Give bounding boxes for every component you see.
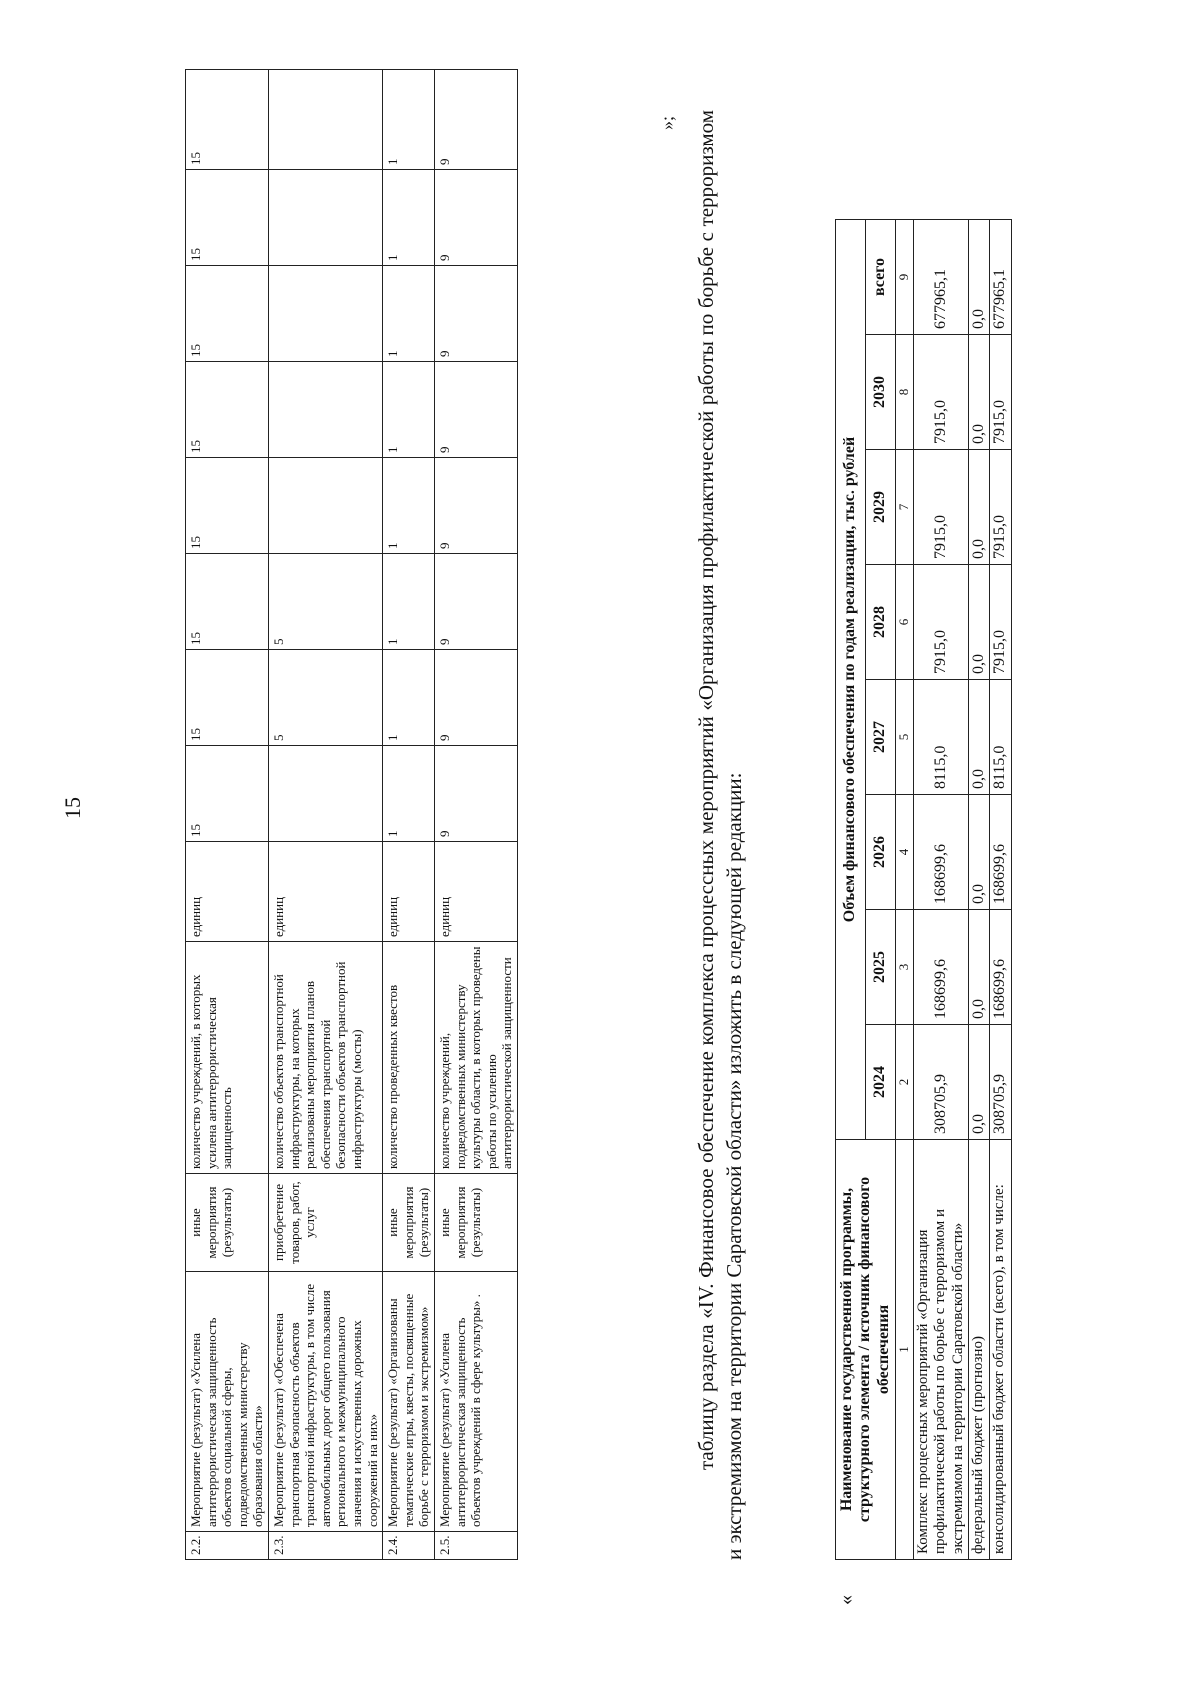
year-header: 2026 bbox=[866, 795, 896, 910]
year-header: 2030 bbox=[866, 335, 896, 450]
column-index-cell: 3 bbox=[896, 910, 914, 1025]
column-index-cell: 2 bbox=[896, 1025, 914, 1140]
indicator-name: количество учреждений, подведомственных министерству культуры области, в которых проведены работы по усилению антитеррористической защищенности bbox=[434, 942, 517, 1174]
year-value-cell: 9 bbox=[434, 650, 517, 746]
year-value-cell: 1 bbox=[383, 650, 435, 746]
finance-value-cell: 0,0 bbox=[968, 910, 989, 1025]
year-value-cell: 5 bbox=[268, 650, 382, 746]
year-value-cell bbox=[268, 458, 382, 554]
finance-value-cell: 0,0 bbox=[968, 565, 989, 680]
row-number: 2.4. bbox=[383, 1532, 435, 1560]
year-header: 2025 bbox=[866, 910, 896, 1025]
finance-value-cell: 308705,9 bbox=[914, 1025, 969, 1140]
unit-cell: единиц bbox=[268, 842, 382, 942]
year-value-cell: 1 bbox=[383, 458, 435, 554]
finance-value-cell: 168699,6 bbox=[914, 910, 969, 1025]
finance-value-cell: 7915,0 bbox=[914, 335, 969, 450]
finance-value-cell: 308705,9 bbox=[990, 1025, 1011, 1140]
year-value-cell: 1 bbox=[383, 70, 435, 170]
finance-value-cell: 168699,6 bbox=[914, 795, 969, 910]
year-value-cell: 1 bbox=[383, 170, 435, 266]
finance-value-cell: 0,0 bbox=[968, 450, 989, 565]
indicator-row bbox=[186, 70, 269, 1560]
header-group-cell: Объем финансового обеспечения по годам реализации, тыс. рублей bbox=[836, 219, 866, 1139]
indicator-name: количество проведенных квестов bbox=[383, 942, 435, 1174]
year-value-cell: 1 bbox=[383, 362, 435, 458]
year-value-cell: 15 bbox=[186, 746, 269, 842]
finance-row bbox=[990, 219, 1011, 1559]
indicator-name: количество учреждений, в которых усилена антитеррористическая защищенность bbox=[186, 942, 269, 1174]
finance-source-name: консолидированный бюджет области (всего), в том числе: bbox=[990, 1140, 1011, 1560]
measure-type: иные мероприятия (результаты) bbox=[434, 1174, 517, 1272]
finance-value-cell: 0,0 bbox=[968, 219, 989, 334]
column-index-cell: 7 bbox=[896, 450, 914, 565]
finance-value-cell: 168699,6 bbox=[990, 795, 1011, 910]
measure-name: Мероприятие (результат) «Обеспечена транспортная безопасность объектов транспортной инфраструктуры, в том числе автомобильных дорог общего пользования регионального и межмуниципального значения и искусственных дорожных сооружений на них» bbox=[268, 1272, 382, 1532]
measure-type: иные мероприятия (результаты) bbox=[186, 1174, 269, 1272]
year-value-cell bbox=[268, 170, 382, 266]
year-value-cell: 9 bbox=[434, 458, 517, 554]
year-header: 2028 bbox=[866, 565, 896, 680]
row-number: 2.2. bbox=[186, 1532, 269, 1560]
finance-value-cell: 8115,0 bbox=[914, 680, 969, 795]
indicator-row bbox=[383, 70, 435, 1560]
year-value-cell: 15 bbox=[186, 362, 269, 458]
column-index-cell: 8 bbox=[896, 335, 914, 450]
year-value-cell: 9 bbox=[434, 70, 517, 170]
year-value-cell: 9 bbox=[434, 266, 517, 362]
finance-value-cell: 7915,0 bbox=[990, 565, 1011, 680]
indicators-table bbox=[185, 69, 518, 1560]
finance-value-cell: 7915,0 bbox=[914, 565, 969, 680]
column-index-cell: 6 bbox=[896, 565, 914, 680]
finance-source-name: Комплекс процессных мероприятий «Организация профилактической работы по борьбе с терроризмом и экстремизмом на территории Саратовской области» bbox=[914, 1140, 969, 1560]
year-value-cell bbox=[268, 70, 382, 170]
year-header: 2027 bbox=[866, 680, 896, 795]
finance-row bbox=[914, 219, 969, 1559]
year-header: 2029 bbox=[866, 450, 896, 565]
year-value-cell bbox=[268, 362, 382, 458]
year-value-cell: 9 bbox=[434, 362, 517, 458]
year-value-cell bbox=[268, 266, 382, 362]
year-value-cell: 9 bbox=[434, 554, 517, 650]
page-number: 15 bbox=[60, 797, 85, 819]
section-paragraph bbox=[693, 110, 748, 1560]
year-value-cell: 15 bbox=[186, 554, 269, 650]
finance-value-cell: 0,0 bbox=[968, 335, 989, 450]
header-name-cell: Наименование государственной программы, структурного элемента / источник финансового обеспечения bbox=[836, 1140, 896, 1560]
unit-cell: единиц bbox=[383, 842, 435, 942]
year-value-cell: 15 bbox=[186, 70, 269, 170]
row-number: 2.5. bbox=[434, 1532, 517, 1560]
column-index-cell: 1 bbox=[896, 1140, 914, 1560]
year-value-cell: 5 bbox=[268, 554, 382, 650]
unit-cell: единиц bbox=[186, 842, 269, 942]
finance-value-cell: 7915,0 bbox=[914, 450, 969, 565]
finance-value-cell: 8115,0 bbox=[990, 680, 1011, 795]
year-value-cell: 15 bbox=[186, 650, 269, 746]
indicator-row bbox=[434, 70, 517, 1560]
measure-name: Мероприятие (результат) «Усилена антитеррористическая защищенность объектов социальной сферы, подведомственных министерству образования области» bbox=[186, 1272, 269, 1532]
measure-name: Мероприятие (результат) «Усилена антитеррористическая защищенность объектов учреждений в сфере культуры» . bbox=[434, 1272, 517, 1532]
year-header: 2024 bbox=[866, 1025, 896, 1140]
finance-value-cell: 7915,0 bbox=[990, 450, 1011, 565]
year-value-cell: 1 bbox=[383, 554, 435, 650]
year-value-cell: 1 bbox=[383, 746, 435, 842]
finance-value-cell: 0,0 bbox=[968, 795, 989, 910]
rotated-page-content bbox=[185, 70, 1085, 1605]
finance-row bbox=[968, 219, 989, 1559]
year-value-cell: 15 bbox=[186, 266, 269, 362]
finance-value-cell: 0,0 bbox=[968, 680, 989, 795]
finance-value-cell: 7915,0 bbox=[990, 335, 1011, 450]
opening-quote: « bbox=[835, 1595, 857, 1605]
finance-value-cell: 677965,1 bbox=[990, 219, 1011, 334]
indicator-name: количество объектов транспортной инфраструктуры, на которых реализованы мероприятия планов обеспечения транспортной безопасности объектов транспортной инфраструктуры (мосты) bbox=[268, 942, 382, 1174]
finance-table bbox=[835, 219, 1012, 1560]
year-value-cell: 15 bbox=[186, 170, 269, 266]
measure-type: приобретение товаров, работ, услуг bbox=[268, 1174, 382, 1272]
closing-quote: »; bbox=[657, 115, 677, 130]
paragraph-text: таблицу раздела «IV. Финансовое обеспечение комплекса процессных мероприятий «Организация профилактической работы по борьбе с терроризмом и экстремизмом на территории Саратовской области» изложить в следующей редакции: bbox=[694, 110, 746, 1560]
measure-name: Мероприятие (результат) «Организованы тематические игры, квесты, посвященные борьбе с терроризмом и экстремизмом» bbox=[383, 1272, 435, 1532]
year-value-cell: 15 bbox=[186, 458, 269, 554]
year-value-cell: 1 bbox=[383, 266, 435, 362]
measure-type: иные мероприятия (результаты) bbox=[383, 1174, 435, 1272]
finance-value-cell: 0,0 bbox=[968, 1025, 989, 1140]
year-value-cell: 9 bbox=[434, 746, 517, 842]
finance-value-cell: 677965,1 bbox=[914, 219, 969, 334]
column-index-cell: 5 bbox=[896, 680, 914, 795]
unit-cell: единиц bbox=[434, 842, 517, 942]
column-index-row bbox=[896, 219, 914, 1559]
finance-value-cell: 168699,6 bbox=[990, 910, 1011, 1025]
column-index-cell: 4 bbox=[896, 795, 914, 910]
year-value-cell bbox=[268, 746, 382, 842]
row-number: 2.3. bbox=[268, 1532, 382, 1560]
indicator-row bbox=[268, 70, 382, 1560]
year-header: всего bbox=[866, 219, 896, 334]
finance-source-name: федеральный бюджет (прогнозно) bbox=[968, 1140, 989, 1560]
column-index-cell: 9 bbox=[896, 219, 914, 334]
year-value-cell: 9 bbox=[434, 170, 517, 266]
